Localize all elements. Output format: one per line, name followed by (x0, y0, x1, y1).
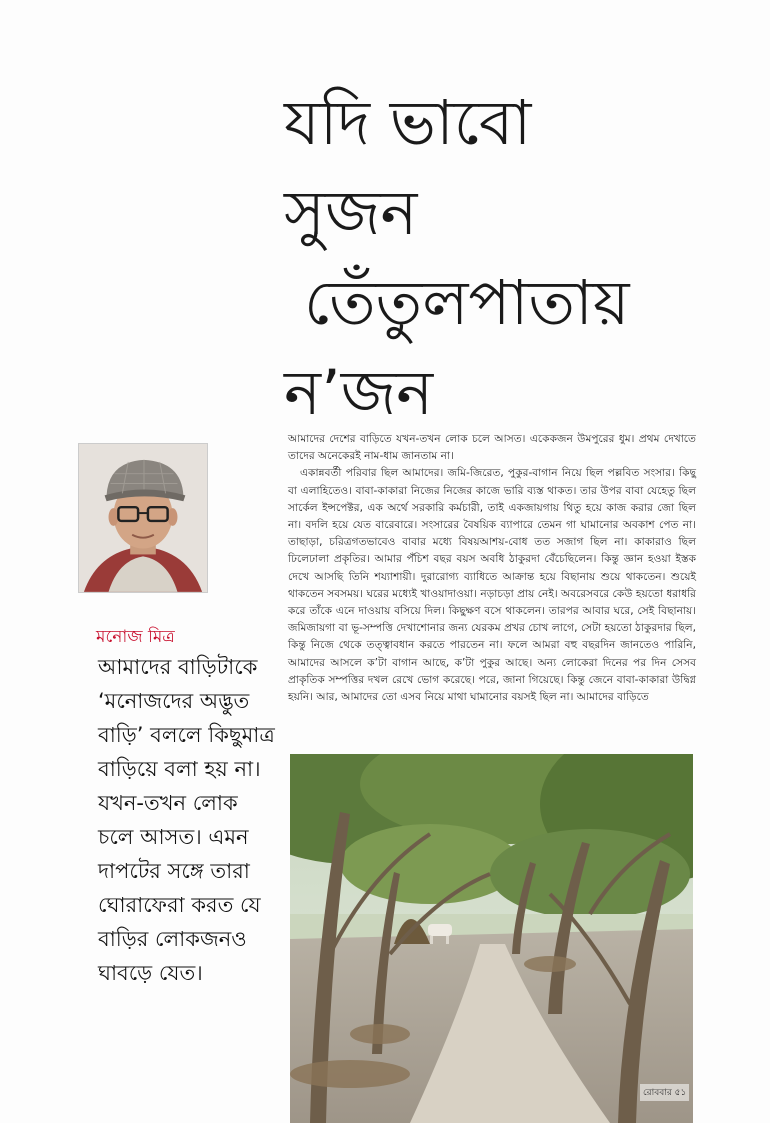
article-body (288, 431, 696, 706)
headline-line-3: তেঁতুলপাতায় (304, 266, 630, 339)
headline-line-4: ন’জন (284, 356, 434, 429)
author-name: মনোজ মিত্র (96, 627, 175, 647)
article-paragraph-2: একান্নবর্তী পরিবার ছিল আমাদের। জমি-জিরেত, পুকুর-বাগান নিয়ে ছিল পল্লবিত সংসার। কিছু বা এলাহিতেও। বাবা-কাকারা নিজের নিজের কাজে ভারি ব্যস্ত থাকত। তার উপর বাবা যেহেতু ছিল সার্কেল ইন্সপেক্টর, এক অর্থে সরকারি কর্মচারী, তাই একজায়গায় থিতু হয়ে কাজ করার জো ছিল না। বদলি হয়ে যেত বারেবারে। সংসারের বৈষয়িক ব্যাপারে তেমন গা ঘামানোর অবকাশ পেত না। তাছাড়া, চরিত্রগতভাবেও বাবার মধ্যে বিষয়আশয়-বোধ তত সজাগ ছিল না। কাকারাও ছিল ঢিলেঢালা প্রকৃতির। আমার পঁচিশ বছর বয়স অবধি ঠাকুরদা বেঁচেছিলেন। কিন্তু জ্ঞান হওয়া ইস্তক দেখে আসছি তিনি শয্যাশায়ী। দুরারোগ্য ব্যাধিতে আক্রান্ত হয়ে বিছানায় শুয়ে থাকতেন। শুয়েই থাকতেন সবসময়। ঘরের মধ্যেই খাওয়াদাওয়া। নড়াচড়া প্রায় নেই। অবরেসবরে কেউ হয়তো ধরাধরি করে তাঁকে এনে দাওয়ায় বসিয়ে দিল। কিছুক্ষণ বসে থাকলেন। তারপর আবার ঘরে, সেই বিছানায়। জমিজায়গা বা ভূ-সম্পত্তি দেখাশোনার জন্য যেরকম প্রখর চোখ লাগে, সেটা হয়তো ঠাকুরদার ছিল, কিন্তু নিজে থেকে তত্ত্বাবধান করতে পারতেন না। ফলে আমরা বহু বছরদিন জানতেও পারিনি, আমাদের আসলে ক’টা বাগান আছে, ক’টা পুকুর আছে। অন্য লোকেরা দিনের পর দিন সেসব প্রাকৃতিক সম্পত্তির দখল রেখে ভোগ করেছে। পরে, জানা গিয়েছে। কিন্তু জেনে বাবা-কাকারা উদ্বিগ্ন হয়নি। আর, আমাদের তো এসব নিয়ে মাথা ঘামানোর বয়সই ছিল না। আমাদের বাড়িতে (288, 467, 696, 704)
article-paragraph-1: আমাদের দেশের বাড়িতে যখন-তখন লোক চলে আসত। একেকজন উমপুরের ধুম। প্রথম দেখাতে তাদের অনেকেরই নাম-ধাম জানতাম না। (288, 433, 696, 463)
pull-quote: আমাদের বাড়িটাকে ‘মনোজদের অদ্ভুত বাড়ি’ বললে কিছুমাত্র বাড়িয়ে বলা হয় না। যখন-তখন লোক চলে আসত। এমন দাপটের সঙ্গে তারা ঘোরাফেরা করত যে বাড়ির লোকজনও ঘাবড়ে যেত। (98, 655, 275, 985)
headline-line-1: যদি ভাবো (284, 86, 532, 159)
page-footer: রোববার ৫১ (640, 1084, 689, 1101)
author-portrait (78, 443, 208, 593)
headline-line-2: সুজন (284, 176, 418, 249)
article-headline (284, 78, 629, 438)
orchard-photo (290, 754, 693, 1123)
